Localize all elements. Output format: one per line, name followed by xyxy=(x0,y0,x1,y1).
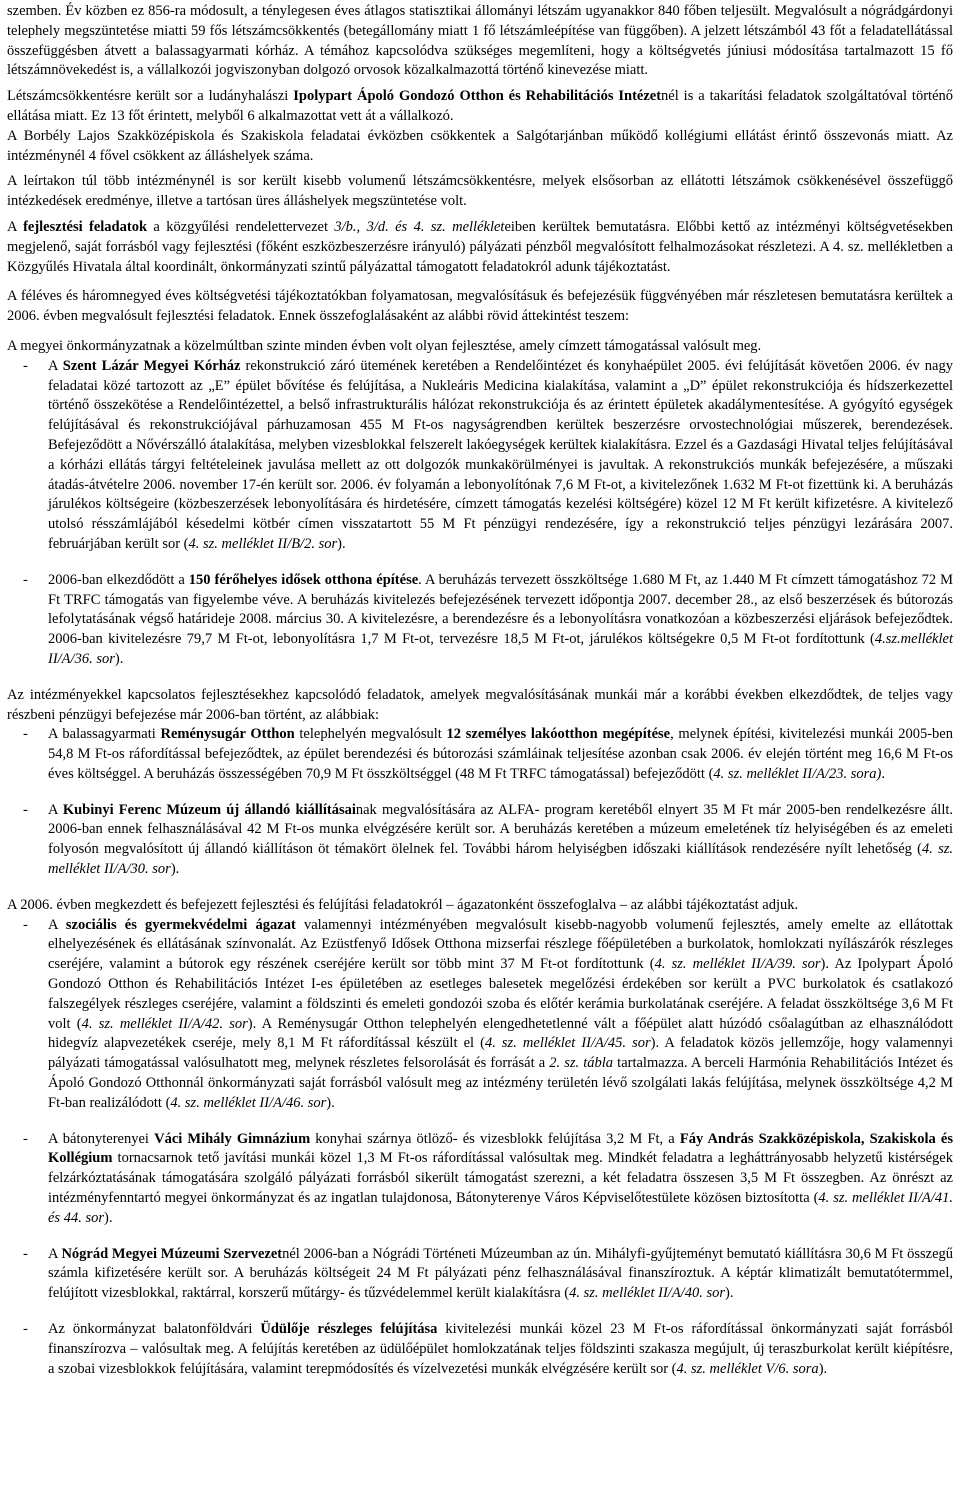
text-run: rekonstrukció záró ütemének keretében a Rendelőintézet és konyhaépület 2005. évi felújítását követően 2006. év nagy feladatai közé tartozott az „E” épület bővítése és felújítása, a Nukleáris Medicina kialakítása, valamint a „D” épület rekonstrukciója és hídszerkezettel történő összekötése a Rendelőintézettel, a belső infrastrukturális hálózat rekonstrukciója és az érintett épületek akadálymentesítése. A gyógyító egységek felújításával és rekonstrukciójával párhuzamosan 455 M Ft-os nagyságrendben kerültek beszerzésre orvostechnológiai műszerek, berendezések. Befejeződött a Nővérszálló átalakítása, melyben vizesblokkal felszerelt lakóegységek kerültek kialakításra. Ezzel és a Gazdasági Hivatal teljes felújításával a kórházi ellátás tárgyi feltételeinek javulása mellett az ott dolgozók munkakörülményei is javultak. A rekonstrukciós munkák befejezésére, a műszaki átadás-átvételre 2006. november 17-én került sor. 2006. év folyamán a lebonyolítónak 7,6 M Ft-ot, a kivitelezőnek 1.632 M Ft-ot fizettünk ki. A beruházás járulékos költségeire (közbeszerzések lebonyolítására és hirdetésére, címzett támogatás kezelési költségére) közel 12 M Ft került kifizetésre. A kivitelező utolsó résszámlájából késedelmi kötbér címen visszatartott 55 M Ft pénzügyi rendezésére, így a rekonstrukció teljes pénzügyi lezárására 2007. februárjában került sor ( xyxy=(48,357,953,552)
list-dash: - xyxy=(23,916,28,933)
list-item-text xyxy=(48,917,953,1111)
reference-text: 3/b., 3/d. és 4. sz. melléklet xyxy=(334,218,505,235)
list-item-text xyxy=(48,1131,953,1226)
paragraph-staffing-overview xyxy=(7,2,953,81)
list-item-holiday-home xyxy=(7,1320,953,1379)
paragraph-half-year-reports xyxy=(7,287,953,327)
text-run: ). xyxy=(326,1094,335,1111)
text-run: Az önkormányzat balatonföldvári xyxy=(48,1321,261,1338)
text-run: 2006-ban elkezdődött a xyxy=(48,571,189,588)
text-run: ). xyxy=(114,650,124,667)
text-run: szemben. Év közben ez 856-ra módosult, a ténylegesen éves átlagos statisztikai állományi létszám ugyanakkor 840 főben teljesült. Megvalósult a nógrádgárdonyi telephely megszüntetése miatti 59 fős létszámcsökkentés (betegállomány miatt 1 fő létszámleépítése van függőben). A jelzett létszámból 43 főt a feladatellátással összefüggésben átvett a balassagyarmati kórház. A témához kapcsolódva szükséges megemlíteni, hogy a költségvetés júniusi módosítása tartalmazott 15 fő létszámnövekedést is, a vállalkozói jogviszonyban dolgozó orvosok közalkalmazottá történő kinevezése miatt. xyxy=(7,3,953,79)
text-run: ). xyxy=(170,861,180,878)
paragraph-earlier-projects xyxy=(7,686,953,726)
list-item-social-sector xyxy=(7,916,953,1114)
text-run: a közgyűlési rendelettervezet xyxy=(147,218,335,235)
text-run: nél 2006-ban a Nógrádi Történeti Múzeumban az ún. Mihályfi-gyűjteményt bemutató kiállításra 30,6 M Ft összegű számla kifizetésére került sor. A beruházás költségeit 24 M Ft pályázati pénz felhasználásával finanszíroztuk. A képtár klimatizált bemutatótermmel, felújított vizesblokkal, raktárral, korszerű műtárgy- és tűzvédelemmel került kialakításra ( xyxy=(48,1245,954,1302)
text-run: , melynek építési, kivitelezési munkái 2005-ben 54,8 M Ft-os ráfordítással befejeződtek, az épület berendezési és bútorozási számláinak teljesítése azonban csak 2006. év elején történt meg 16,6 M Ft-os éves költséggel. A beruházás összességében 70,9 M Ft összköltséggel (48 M Ft TRFC támogatással) befejeződött ( xyxy=(48,726,953,782)
reference-text: 4.sz.melléklet II/A/36. sor xyxy=(48,631,953,667)
list-dash: - xyxy=(23,726,28,743)
text-run: nak megvalósítására az ALFA- program keretéből elnyert 35 M Ft már 2005-ben rendelkezésre állt. 2006-ban ennek felhasználásával 42 M Ft-os munka elvégzésére került sor. A beruházás keretében a múzeum emeletének tíz helyiségében és az emeleti folyosón megvalósított új állandó kiállításon öt témakört ölelnek fel. További három helyiségben időszaki kiállítások rendezésére nyílt lehetőség ( xyxy=(48,801,953,858)
text-run: Az intézményekkel kapcsolatos fejlesztésekhez kapcsolódó feladatok, amelyek megvalósításának munkái már a korábbi években elkezdődtek, de teljes vagy részbeni pénzügyi befejezése már 2006-ban történt, az alábbiak: xyxy=(7,686,953,723)
bold-text: 150 férőhelyes idősek otthona építése xyxy=(188,571,419,588)
reference-text: 4. sz. melléklet II/A/46. sor xyxy=(170,1094,327,1111)
reference-text: 2. sz. tábla xyxy=(549,1055,614,1072)
list-dash: - xyxy=(23,1130,28,1147)
bold-text: szociális és gyermekvédelmi ágazat xyxy=(65,916,296,933)
bold-text: Nógrád Megyei Múzeumi Szervezet xyxy=(61,1245,283,1262)
paragraph-targeted-support xyxy=(7,337,953,357)
text-run: A bátonyterenyei xyxy=(48,1130,155,1147)
text-run: kivitelezési munkái közel 23 M Ft-os ráfordítással önkormányzati saját forrásból finanszírozva – valósultak meg. A felújítás keretében az üdülőépület homlokzatának teljes földszinti szakasza megújult, új teraszburkolat került kiépítésre, a szobai vizesblokkok felújítására, valamint terepmódosítés és vízelvezetési munkák elvégzésére került sor ( xyxy=(48,1321,953,1377)
reference-text: 4. sz. melléklet II/A/45. sor xyxy=(484,1035,651,1052)
reference-text: 4. sz. melléklet II/A/30. sor xyxy=(48,841,953,878)
list-item-szent-lazar-hospital xyxy=(7,357,953,555)
text-run: A féléves és háromnegyed éves költségvetési tájékoztatókban folyamatosan, megvalósításuk és befejezésük függvényében már részletesen bemutatásra kerültek a 2006. évben megvalósult fejlesztési feladatok. Ennek összefoglalásaként az alábbi rövid áttekintést teszem: xyxy=(7,288,953,325)
text-run: tornacsarnok tető javítási munkái közel 1,3 M Ft-os ráfordítással valósultak meg. Mindkét feladatra a legháttrányosabb helyzetű kistérségek felzárkóztatásának támogatására szolgáló pályázati forrásból sikerült támogatást szerezni, a két feladatra összesen 3,5 M Ft összegben. Az önrészt az intézményfenntartó megyei önkormányzat és az ingatlan tulajdonosa, Bátonyterenye Város Képviselőtestülete közösen biztosította ( xyxy=(48,1150,953,1207)
text-run: telephelyén megvalósult xyxy=(294,726,447,743)
reference-text: 4. sz. melléklet II/A/39. sor xyxy=(654,956,821,973)
list-dash: - xyxy=(23,1321,28,1338)
reference-text: 4. sz. melléklet II/A/40. sor xyxy=(569,1285,725,1302)
bold-text: Kubinyi Ferenc Múzeum új állandó kiállításai xyxy=(62,801,356,818)
list-item-text xyxy=(48,572,953,667)
text-run: tartalmazza. A berceli Harmónia Rehabilitációs Intézet és Ápoló Gondozó Otthonnál önkormányzati saját forrásból valósult meg az intézmény területén lévő szolgálati lakás felújítása, melynek összköltsége 4,2 M Ft-ban realizálódott ( xyxy=(48,1055,953,1111)
text-run: A xyxy=(7,218,24,235)
text-run: . A beruházás tervezett összköltsége 1.680 M Ft, az 1.440 M Ft címzett támogatáshoz 72 M Ft TRFC támogatás van figyelembe véve. A beruházás kivitelezés befejezésének tervezett időpontja 2007. december 28., az első beszerzések és bútorozás lefolytatásának végső határideje 2008. március 30. A kivitelezésre, a berendezésre és a lebonyolításra vonatkozóan a közbeszerzési eljárások befejeződtek. 2006-ban kivitelezésre 79,7 M Ft-ot, lebonyolításra 1,7 M Ft-ot, tervezésre 18,5 M Ft-ot, járulékos költségekre 0,5 M Ft-ot fordítottunk ( xyxy=(48,571,954,648)
text-run: ). xyxy=(104,1209,113,1226)
list-item-remenysugar-home xyxy=(7,725,953,784)
bold-text: Üdülője részleges felújítása xyxy=(260,1321,438,1338)
text-run: ). A feladatok közös jellemzője, hogy valamennyi pályázati támogatással valósulhatott meg, melynek részletes felsorolását és forrását a xyxy=(48,1035,953,1072)
bold-text: Szent Lázár Megyei Kórház xyxy=(62,357,241,374)
text-run: A balassagyarmati xyxy=(48,726,161,743)
reference-text: 4. sz. melléklet II/A/41. és 44. sor xyxy=(48,1190,953,1226)
bold-text: Fáy András Szakközépiskola, Szakiskola és Kollégium xyxy=(48,1130,953,1167)
text-run: Létszámcsökkentésre került sor a ludányhalászi xyxy=(7,88,294,105)
list-item-text xyxy=(48,1246,953,1302)
text-run: valamennyi intézményében megvalósult kisebb-nagyobb volumenű fejlesztés, amely emelte az ellátottak elhelyezésének és ellátásának színvonalát. Az Ezüstfenyő Idősek Otthona mizserfai részlege főépületében a burkolatok, homlokzati nyílászárók részleges cseréjére, valamint a bútorok egy részének cseréjére került sor több mint 37 M Ft-ot fordítottunk ( xyxy=(48,916,953,973)
paragraph-development-tasks xyxy=(7,218,953,277)
paragraph-2006-summary xyxy=(7,896,953,916)
paragraph-borbely-reduction xyxy=(7,127,953,167)
text-run: nél is a takarítási feladatok szolgáltatóval történő ellátása miatt. Ez 13 főt érintett, melyből 6 alkalmazottat vett át a vállalkozó. xyxy=(7,88,954,124)
bold-text: 12 személyes lakóotthon megépítése xyxy=(446,726,671,743)
list-item-kubinyi-museum xyxy=(7,801,953,880)
text-run: A xyxy=(48,801,63,818)
list-item-text xyxy=(48,1321,953,1377)
bold-text: Ipolypart Ápoló Gondozó Otthon és Rehabilitációs Intézet xyxy=(293,88,662,105)
list-item-text xyxy=(48,726,953,782)
text-run: ). xyxy=(337,535,346,552)
text-run: A xyxy=(48,916,66,933)
text-run: ). xyxy=(725,1285,734,1302)
list-item-batonyterenye-schools xyxy=(7,1130,953,1229)
text-run: ). Az Ipolypart Ápoló Gondozó Otthon és Rehabilitációs Intézet I-es épületében az esetleges balesetek megelőzési érdekében sor került a PVC burkolatok és csatlakozó falszegélyek részleges cseréjére, valamint a földszinti és emeleti gondozói szoba és előtér kerámia burkolatának cseréjére. A feladat összköltsége 3,6 M Ft volt ( xyxy=(48,956,953,1032)
text-run: eiben kerültek bemutatásra. Előbbi kettő az intézményi költségvetésekben megjelenő, saját forrásból vagy fejlesztési (főként eszközbeszerzésre irányuló) pályázati pénzből megvalósított felhalmozásokat részletezi. A 4. sz. mellékletben a Közgyűlés Hivatala által koordinált, önkormányzati szintű pályázattal támogatott feladatokról adunk tájékoztatást. xyxy=(7,218,953,275)
text-run: ). A Reménysugár Otthon telephelyén elengedhetetlenné vált a főépület alatt húzódó csőalagútban az elhasználódott hidegvíz alapvezetékek cseréje, mely 8,1 M Ft ráfordítással készült el ( xyxy=(48,1015,953,1052)
text-run: A leírtakon túl több intézménynél is sor került kisebb volumenű létszámcsökkentésre, melyek elsősorban az ellátotti létszámok csökkenésével összefüggő intézkedések eredménye, illetve a tartósan üres álláshelyek megszüntetése volt. xyxy=(7,173,953,210)
bold-text: Reménysugár Otthon xyxy=(160,726,295,743)
text-run: . xyxy=(881,765,885,782)
text-run: A megyei önkormányzatnak a közelmúltban szinte minden évben volt olyan fejlesztése, amely címzett támogatással valósult meg. xyxy=(7,337,762,354)
bold-text: Váci Mihály Gimnázium xyxy=(154,1130,311,1147)
list-item-museum-organization xyxy=(7,1245,953,1304)
list-dash: - xyxy=(23,801,28,818)
reference-text: 4. sz. melléklet II/A/42. sor xyxy=(81,1015,248,1032)
list-dash: - xyxy=(23,1245,28,1262)
reference-text: 4. sz. melléklet II/A/23. sora) xyxy=(713,765,882,782)
text-run: A Borbély Lajos Szakközépiskola és Szakiskola feladatai évközben csökkentek a Salgótarjánban működő kollégiumi ellátást érintő összevonás miatt. Az intézménynél 4 fővel csökkent az álláshelyek száma. xyxy=(7,127,953,164)
text-run: konyhai szárnya ötlöző- és vizesblokk felújítása 3,2 M Ft, a xyxy=(310,1130,680,1147)
paragraph-ipolypart-reduction xyxy=(7,87,953,127)
text-run: A 2006. évben megkezdett és befejezett fejlesztési és felújítási feladatokról – ágazatonként összefoglalva – az alábbi tájékoztatást adjuk. xyxy=(7,896,799,913)
paragraph-other-reductions xyxy=(7,172,953,212)
text-run: A xyxy=(48,1245,62,1262)
list-item-text xyxy=(48,358,953,552)
bold-text: fejlesztési feladatok xyxy=(23,218,148,235)
list-item-text xyxy=(48,802,953,877)
text-run: A xyxy=(48,357,63,374)
text-run: ). xyxy=(818,1360,828,1377)
list-item-elderly-home xyxy=(7,571,953,670)
list-dash: - xyxy=(23,571,28,588)
reference-text: 4. sz. melléklet II/B/2. sor xyxy=(188,535,338,552)
reference-text: 4. sz. melléklet V/6. sora xyxy=(676,1360,819,1377)
list-dash: - xyxy=(23,357,28,374)
